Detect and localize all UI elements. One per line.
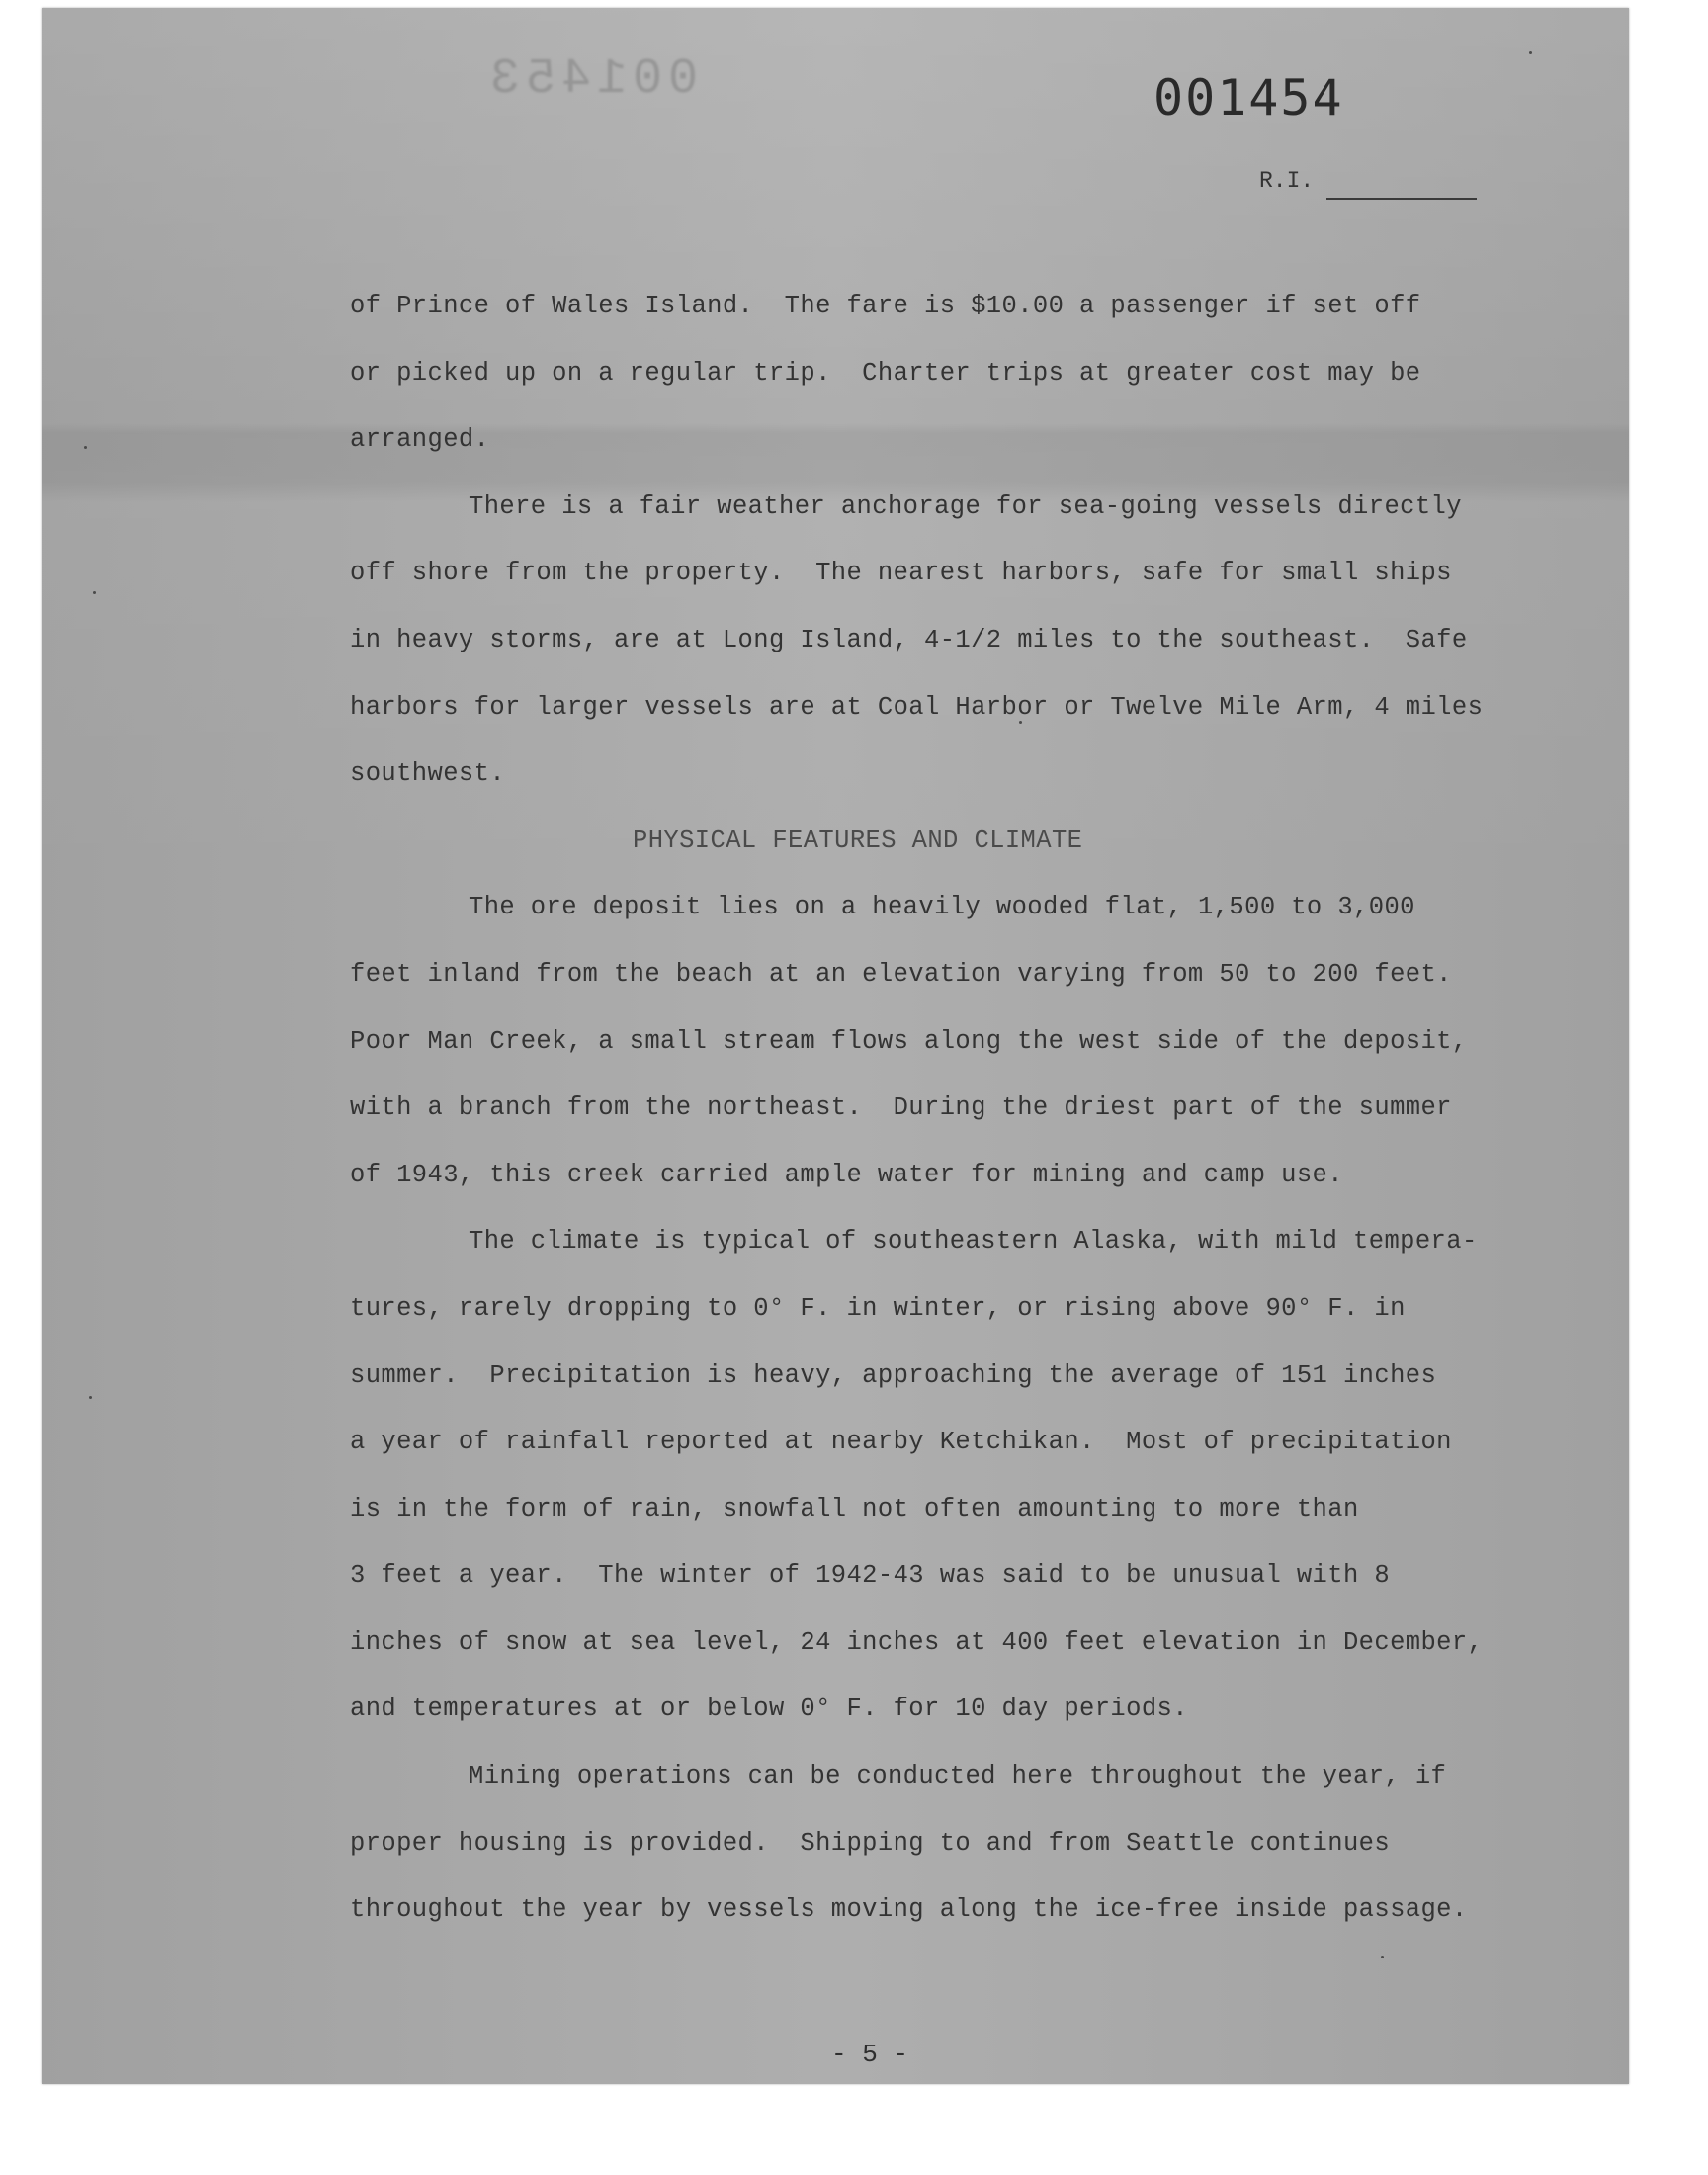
text-line: feet inland from the beach at an elevation varying from 50 to 200 feet. bbox=[350, 959, 1452, 989]
text-line: The ore deposit lies on a heavily wooded flat, 1,500 to 3,000 bbox=[469, 893, 1415, 922]
text-line: 3 feet a year. The winter of 1942-43 was said to be unusual with 8 bbox=[350, 1561, 1391, 1591]
text-line: arranged. bbox=[350, 425, 490, 455]
document-body bbox=[350, 273, 1576, 1944]
document-stamp-number: 001454 bbox=[1153, 69, 1344, 127]
text-line: with a branch from the northeast. During the driest part of the summer bbox=[350, 1093, 1452, 1123]
text-line: inches of snow at sea level, 24 inches at 400 feet elevation in December, bbox=[350, 1627, 1484, 1657]
paragraph-ore-deposit bbox=[350, 874, 1576, 1208]
text-line: off shore from the property. The nearest harbors, safe for small ships bbox=[350, 559, 1452, 588]
text-line: harbors for larger vessels are at Coal Harbor or Twelve Mile Arm, 4 miles bbox=[350, 692, 1484, 722]
paper-speck bbox=[93, 591, 96, 594]
text-line: of 1943, this creek carried ample water for mining and camp use. bbox=[350, 1160, 1343, 1189]
paragraph-anchorage bbox=[350, 474, 1576, 808]
section-heading: PHYSICAL FEATURES AND CLIMATE bbox=[633, 826, 1083, 855]
text-line: Mining operations can be conducted here throughout the year, if bbox=[469, 1762, 1447, 1791]
text-line: a year of rainfall reported at nearby Ketchikan. Most of precipitation bbox=[350, 1428, 1452, 1457]
ri-label: R.I. bbox=[1259, 168, 1315, 194]
paper-speck bbox=[1529, 51, 1532, 54]
ghost-stamp-number: 001453 bbox=[484, 51, 699, 108]
paragraph-climate bbox=[350, 1208, 1576, 1743]
paper-speck bbox=[1381, 1956, 1384, 1958]
text-line: There is a fair weather anchorage for sea-going vessels directly bbox=[469, 491, 1462, 521]
text-line: The climate is typical of southeastern Alaska, with mild tempera- bbox=[469, 1227, 1478, 1257]
document-page bbox=[42, 8, 1629, 2084]
text-line: tures, rarely dropping to 0° F. in winter, or rising above 90° F. in bbox=[350, 1293, 1406, 1323]
text-line: is in the form of rain, snowfall not often amounting to more than bbox=[350, 1494, 1359, 1523]
text-line: in heavy storms, are at Long Island, 4-1/2 miles to the southeast. Safe bbox=[350, 625, 1468, 654]
text-line: or picked up on a regular trip. Charter trips at greater cost may be bbox=[350, 358, 1421, 388]
paragraph-ferry-fare bbox=[350, 273, 1576, 474]
text-line: summer. Precipitation is heavy, approaching the average of 151 inches bbox=[350, 1360, 1437, 1390]
text-line: of Prince of Wales Island. The fare is $10.00 a passenger if set off bbox=[350, 292, 1421, 320]
text-line: proper housing is provided. Shipping to and from Seattle continues bbox=[350, 1828, 1391, 1858]
text-line: and temperatures at or below 0° F. for 10 day periods. bbox=[350, 1695, 1188, 1724]
paper-speck bbox=[84, 446, 87, 449]
text-line: southwest. bbox=[350, 759, 506, 789]
page-number: - 5 - bbox=[830, 2040, 908, 2069]
text-line: throughout the year by vessels moving along the ice-free inside passage. bbox=[350, 1895, 1468, 1925]
ri-blank-line bbox=[1326, 198, 1477, 200]
paper-speck bbox=[89, 1396, 92, 1399]
paragraph-mining-operations bbox=[350, 1743, 1576, 1944]
text-line: Poor Man Creek, a small stream flows along the west side of the deposit, bbox=[350, 1026, 1468, 1056]
